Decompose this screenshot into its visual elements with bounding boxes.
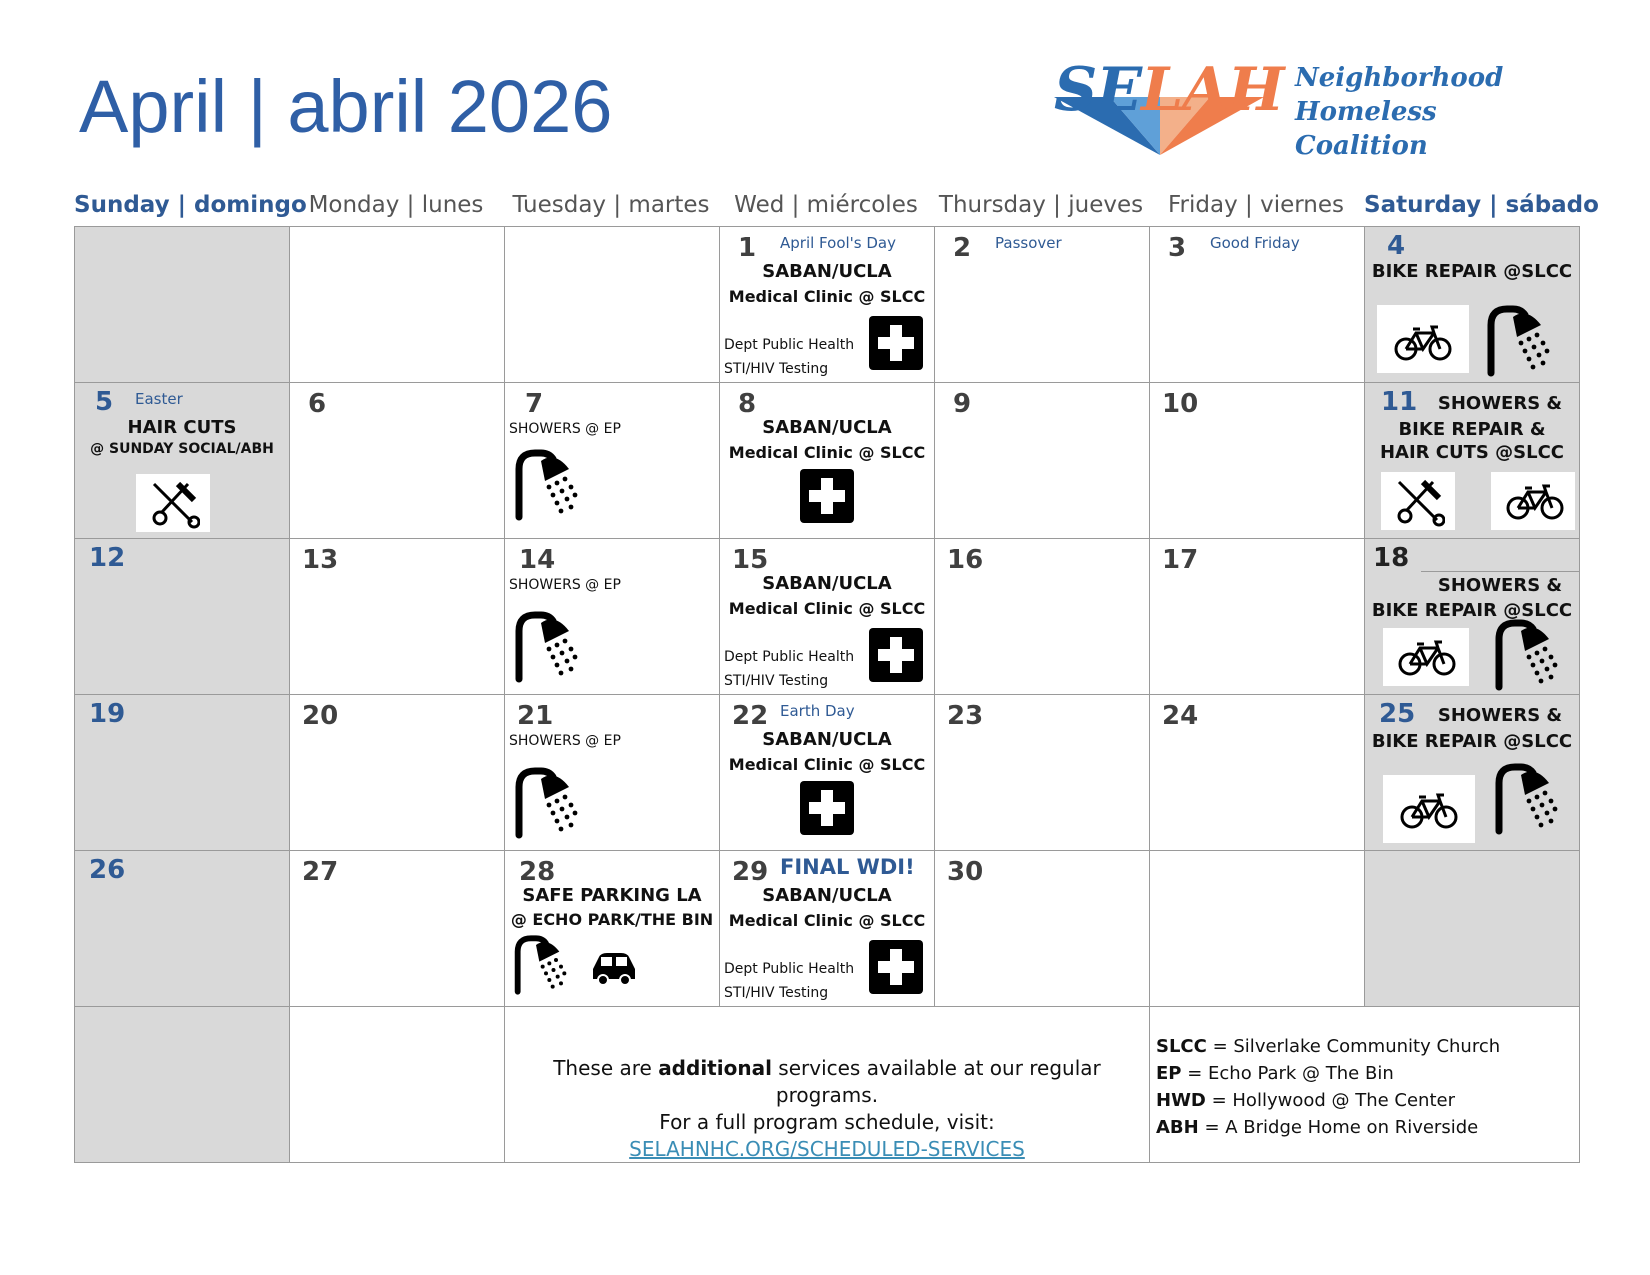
event-title: SHOWERS & (1437, 393, 1563, 414)
day-number: 27 (302, 857, 339, 887)
calendar-cell-day-18 (1364, 538, 1580, 695)
shower-icon (511, 609, 583, 685)
footer-legend (1149, 1006, 1580, 1163)
icon-box (1381, 472, 1455, 530)
calendar-cell-day-6 (289, 382, 505, 539)
logo-word-text: LAH (1141, 55, 1284, 125)
day-number: 9 (953, 389, 972, 419)
legend-abbr: EP (1156, 1063, 1182, 1084)
holiday-label: Passover (995, 234, 1062, 252)
holiday-label: April Fool's Day (780, 234, 896, 252)
bicycle-icon (1397, 638, 1457, 676)
event-subtitle: Medical Clinic @ SLCC (728, 443, 926, 462)
dow-thursday: Thursday | jueves (938, 192, 1144, 218)
legend-item (1156, 1033, 1500, 1060)
event-note: STI/HIV Testing (724, 985, 829, 1001)
day-number: 14 (519, 545, 556, 575)
event-note: STI/HIV Testing (724, 673, 829, 689)
bicycle-icon (1393, 323, 1453, 361)
event-title: SABAN/UCLA (762, 573, 892, 594)
event-title: SABAN/UCLA (762, 885, 892, 906)
car-icon (589, 949, 639, 987)
schedule-link[interactable]: SELAHNHC.ORG/SCHEDULED-SERVICES (629, 1137, 1025, 1161)
icon-box (1491, 472, 1575, 530)
day-number: 25 (1379, 699, 1416, 729)
footer-line2: For a full program schedule, visit: (659, 1110, 995, 1134)
day-number: 7 (525, 389, 544, 419)
scissors-comb-icon (148, 478, 200, 530)
legend-abbr: SLCC (1156, 1036, 1207, 1057)
day-number: 13 (302, 545, 339, 575)
day-number: 4 (1387, 231, 1406, 261)
day-number: 17 (1162, 545, 1199, 575)
legend-item (1156, 1060, 1500, 1087)
holiday-label: Earth Day (780, 702, 855, 720)
calendar-cell-empty (1364, 850, 1580, 1007)
final-wdi-label: FINAL WDI! (780, 855, 915, 879)
calendar-cell-day-28 (504, 850, 720, 1007)
event-title: SAFE PARKING LA (522, 885, 702, 906)
icon-box (1377, 305, 1469, 373)
calendar-cell-day-22 (719, 694, 935, 851)
dow-saturday: Saturday | sábado (1364, 192, 1599, 218)
calendar-cell-day-16 (934, 538, 1150, 695)
event-subtitle: @ ECHO PARK/THE BIN (510, 910, 714, 929)
shower-icon (511, 933, 571, 997)
calendar-cell-empty (504, 226, 720, 383)
calendar-cell-day-17 (1149, 538, 1365, 695)
org-line-3: Coalition (1295, 131, 1428, 161)
event-note: STI/HIV Testing (724, 361, 829, 377)
calendar-cell-day-20 (289, 694, 505, 851)
calendar-cell-empty (74, 226, 290, 383)
calendar-cell-day-30 (934, 850, 1150, 1007)
day-number: 8 (738, 389, 757, 419)
event-subtitle: Medical Clinic @ SLCC (728, 287, 926, 306)
day-number: 11 (1381, 387, 1418, 417)
day-number: 12 (89, 543, 126, 573)
calendar-cell-day-7 (504, 382, 720, 539)
event-note: Dept Public Health (724, 961, 855, 977)
icon-box (136, 474, 210, 532)
scissors-comb-icon (1393, 476, 1445, 528)
event-subtitle: Medical Clinic @ SLCC (728, 911, 926, 930)
legend-item (1156, 1087, 1500, 1114)
day-number: 20 (302, 701, 339, 731)
calendar-grid (74, 226, 1582, 1162)
medical-cross-icon (800, 469, 854, 523)
dow-wednesday: Wed | miércoles (734, 192, 918, 218)
day-number: 24 (1162, 701, 1199, 731)
event-title: SHOWERS & (1437, 575, 1563, 596)
event-title: BIKE REPAIR @SLCC (1371, 261, 1573, 282)
dow-tuesday: Tuesday | martes (512, 192, 710, 218)
dow-friday: Friday | viernes (1168, 192, 1344, 218)
calendar-cell-day-23 (934, 694, 1150, 851)
day-number: 5 (95, 387, 114, 417)
dow-monday: Monday | lunes (308, 192, 484, 218)
calendar-cell-day-8 (719, 382, 935, 539)
legend-text: = Silverlake Community Church (1206, 1036, 1501, 1057)
calendar-cell-day-12 (74, 538, 290, 695)
event-title: BIKE REPAIR @SLCC (1371, 600, 1573, 621)
footer-line1-pre: These are (553, 1056, 659, 1080)
shower-icon (1491, 617, 1563, 693)
event-title: BIKE REPAIR @SLCC (1371, 731, 1573, 752)
event-subtitle: @ SUNDAY SOCIAL/ABH (90, 441, 274, 457)
day-number: 2 (953, 233, 972, 263)
calendar-cell-day-15 (719, 538, 935, 695)
calendar-cell-day-27 (289, 850, 505, 1007)
calendar-cell-empty (1149, 850, 1365, 1007)
legend-list (1156, 1033, 1500, 1141)
day-number: 16 (947, 545, 984, 575)
calendar-cell-day-13 (289, 538, 505, 695)
event-title: SABAN/UCLA (762, 729, 892, 750)
event-title: SABAN/UCLA (762, 417, 892, 438)
calendar-cell-day-2 (934, 226, 1150, 383)
org-line-1: Neighborhood (1295, 63, 1504, 93)
day-number: 29 (732, 857, 769, 887)
event-note: SHOWERS @ EP (509, 733, 621, 749)
holiday-label: Good Friday (1210, 234, 1300, 252)
calendar-cell-day-3 (1149, 226, 1365, 383)
footer-info (504, 1006, 1150, 1163)
calendar-cell-day-1 (719, 226, 935, 383)
legend-text: = Hollywood @ The Center (1205, 1090, 1456, 1111)
day-number: 15 (732, 545, 769, 575)
medical-cross-icon (800, 781, 854, 835)
day-number: 3 (1168, 233, 1187, 263)
calendar-cell-day-10 (1149, 382, 1365, 539)
footer-line1-bold: additional (658, 1056, 772, 1080)
dow-sunday: Sunday | domingo (74, 192, 307, 218)
footer-cell-empty (289, 1006, 505, 1163)
icon-box (1383, 775, 1475, 843)
calendar-cell-day-4 (1364, 226, 1580, 383)
day-number: 22 (732, 701, 769, 731)
calendar-cell-day-21 (504, 694, 720, 851)
icon-box (1383, 628, 1469, 686)
calendar-cell-day-14 (504, 538, 720, 695)
calendar-cell-day-24 (1149, 694, 1365, 851)
bicycle-icon (1505, 482, 1565, 520)
event-subtitle: Medical Clinic @ SLCC (728, 755, 926, 774)
page-title: April | abril 2026 (79, 65, 613, 148)
event-subtitle: Medical Clinic @ SLCC (728, 599, 926, 618)
day-number: 28 (519, 857, 556, 887)
shower-icon (1491, 761, 1563, 837)
medical-cross-icon (869, 940, 923, 994)
day-number: 30 (947, 857, 984, 887)
divider (1421, 571, 1580, 572)
calendar-cell-day-9 (934, 382, 1150, 539)
logo (1050, 55, 1510, 175)
calendar-cell-day-29 (719, 850, 935, 1007)
day-number: 1 (738, 233, 757, 263)
org-name (1295, 61, 1503, 163)
day-number: 10 (1162, 389, 1199, 419)
legend-text: = A Bridge Home on Riverside (1198, 1117, 1479, 1138)
legend-text: = Echo Park @ The Bin (1181, 1063, 1394, 1084)
footer-line1-post: services available at our regular programs. (771, 1056, 1101, 1107)
org-line-2: Homeless (1295, 97, 1437, 127)
medical-cross-icon (869, 628, 923, 682)
holiday-label: Easter (135, 390, 183, 408)
calendar-cell-empty (289, 226, 505, 383)
calendar-cell-day-11 (1364, 382, 1580, 539)
calendar-cell-day-25 (1364, 694, 1580, 851)
shower-icon (511, 765, 583, 841)
day-number: 19 (89, 699, 126, 729)
event-title: HAIR CUTS (127, 417, 237, 438)
footer-cell-empty (74, 1006, 290, 1163)
day-number: 23 (947, 701, 984, 731)
event-title: SHOWERS & (1437, 705, 1563, 726)
legend-abbr: ABH (1156, 1117, 1199, 1138)
event-note: Dept Public Health (724, 649, 855, 665)
shower-icon (1483, 303, 1555, 379)
day-number: 18 (1373, 543, 1410, 573)
event-title: BIKE REPAIR & (1398, 419, 1546, 440)
bicycle-icon (1399, 791, 1459, 829)
event-title: SABAN/UCLA (762, 261, 892, 282)
shower-icon (511, 447, 583, 523)
legend-item (1156, 1114, 1500, 1141)
calendar-cell-day-26 (74, 850, 290, 1007)
calendar-cell-day-5 (74, 382, 290, 539)
calendar-cell-day-19 (74, 694, 290, 851)
logo-word: SELAH (1054, 55, 1284, 125)
legend-abbr: HWD (1156, 1090, 1206, 1111)
event-note: Dept Public Health (724, 337, 855, 353)
footer-text (505, 1055, 1149, 1163)
day-number: 6 (308, 389, 327, 419)
day-number: 26 (89, 855, 126, 885)
medical-cross-icon (869, 316, 923, 370)
event-title: HAIR CUTS @SLCC (1379, 442, 1564, 463)
day-number: 21 (517, 701, 554, 731)
event-note: SHOWERS @ EP (509, 577, 621, 593)
event-note: SHOWERS @ EP (509, 421, 621, 437)
